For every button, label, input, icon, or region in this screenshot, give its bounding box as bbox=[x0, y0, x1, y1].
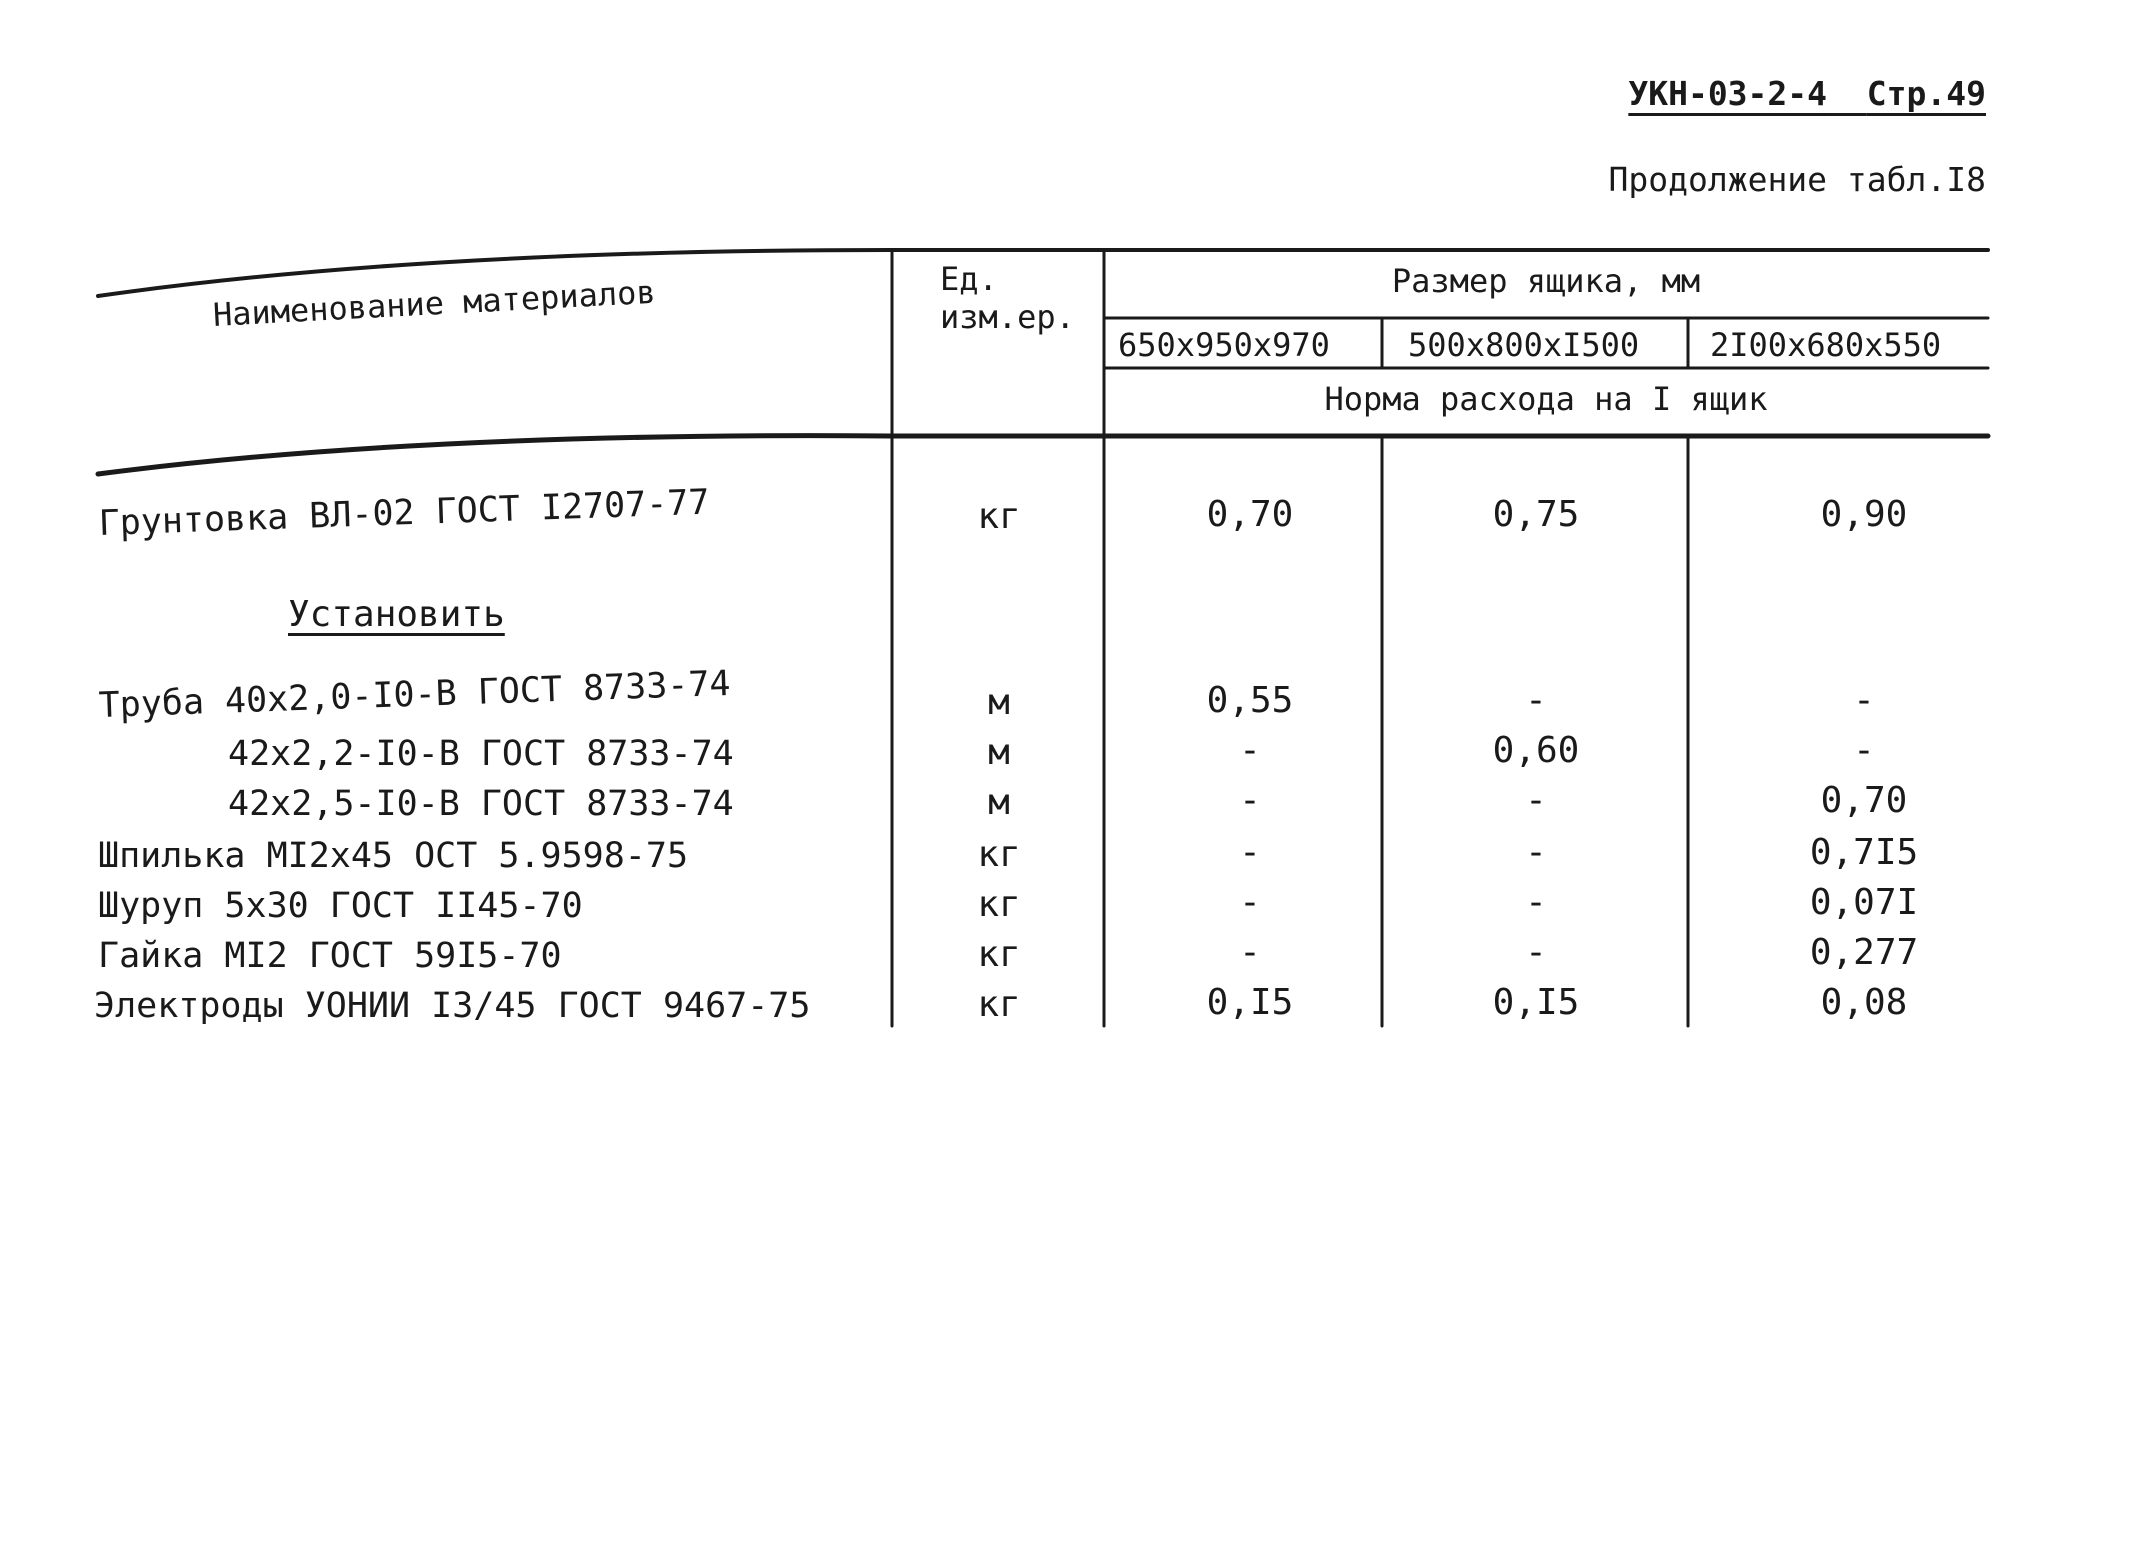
row-value: 0,55 bbox=[1206, 680, 1294, 721]
column-header-unit bbox=[940, 260, 1075, 336]
row-value: - bbox=[1853, 730, 1875, 771]
row-name: Гайка МI2 ГОСТ 59I5-70 bbox=[98, 936, 562, 976]
row-unit: м bbox=[988, 732, 1010, 773]
row-value: - bbox=[1239, 730, 1261, 771]
unit-header-line-2: изм.ер. bbox=[940, 298, 1075, 336]
row-unit: м bbox=[988, 682, 1010, 723]
row-value: 0,08 bbox=[1820, 982, 1908, 1023]
row-name: 42x2,5-I0-В ГОСТ 8733-74 bbox=[228, 784, 734, 824]
row-value: - bbox=[1525, 832, 1547, 873]
size-header-3: 2I00x680x550 bbox=[1710, 326, 1942, 364]
row-value: 0,I5 bbox=[1492, 982, 1580, 1023]
row-name: Труба 40x2,0-I0-В ГОСТ 8733-74 bbox=[98, 663, 732, 726]
row-value: 0,I5 bbox=[1206, 982, 1294, 1023]
unit-header-line-1: Ед. bbox=[940, 260, 998, 298]
row-value: - bbox=[1239, 932, 1261, 973]
row-unit: кг bbox=[977, 934, 1021, 975]
row-name: Шпилька МI2x45 ОСТ 5.9598-75 bbox=[98, 836, 689, 876]
row-value: 0,75 bbox=[1492, 494, 1580, 535]
section-subheading: Установить bbox=[288, 594, 505, 635]
column-header-name: Наименование материалов bbox=[212, 272, 657, 334]
size-header-2: 500x800xI500 bbox=[1408, 326, 1640, 364]
row-value: 0,7I5 bbox=[1809, 832, 1919, 873]
row-name: 42x2,2-I0-В ГОСТ 8733-74 bbox=[228, 734, 734, 774]
row-value: - bbox=[1239, 832, 1261, 873]
size-header-1: 650x950x970 bbox=[1118, 326, 1330, 364]
continuation-label: Продолжение табл.I8 bbox=[1608, 160, 1986, 199]
row-unit: кг bbox=[977, 834, 1021, 875]
header-bottom-rule bbox=[98, 436, 1988, 474]
row-name: Шуруп 5x30 ГОСТ II45-70 bbox=[98, 886, 583, 926]
row-value: - bbox=[1525, 882, 1547, 923]
page-number: Стр.49 bbox=[1866, 74, 1986, 113]
row-value: - bbox=[1239, 780, 1261, 821]
row-value: - bbox=[1525, 932, 1547, 973]
row-value: - bbox=[1525, 780, 1547, 821]
row-value: 0,07I bbox=[1809, 882, 1919, 923]
row-unit: кг bbox=[977, 496, 1021, 537]
row-value: 0,60 bbox=[1492, 730, 1580, 771]
norm-header: Норма расхода на I ящик bbox=[1324, 380, 1768, 418]
row-value: - bbox=[1853, 680, 1875, 721]
row-unit: кг bbox=[977, 884, 1021, 925]
doc-code-text: УКН-03-2-4 bbox=[1628, 74, 1828, 113]
row-value: 0,277 bbox=[1809, 932, 1919, 973]
row-value: 0,90 bbox=[1820, 494, 1908, 535]
row-value: 0,70 bbox=[1206, 494, 1294, 535]
group-header: Размер ящика, мм bbox=[1391, 262, 1701, 300]
row-name: Электроды УОНИИ I3/45 ГОСТ 9467-75 bbox=[94, 986, 811, 1026]
row-name: Грунтовка ВЛ-02 ГОСТ I2707-77 bbox=[98, 482, 711, 544]
row-unit: кг bbox=[977, 984, 1021, 1025]
row-value: - bbox=[1239, 882, 1261, 923]
row-unit: м bbox=[988, 782, 1010, 823]
row-value: 0,70 bbox=[1820, 780, 1908, 821]
row-value: - bbox=[1525, 680, 1547, 721]
